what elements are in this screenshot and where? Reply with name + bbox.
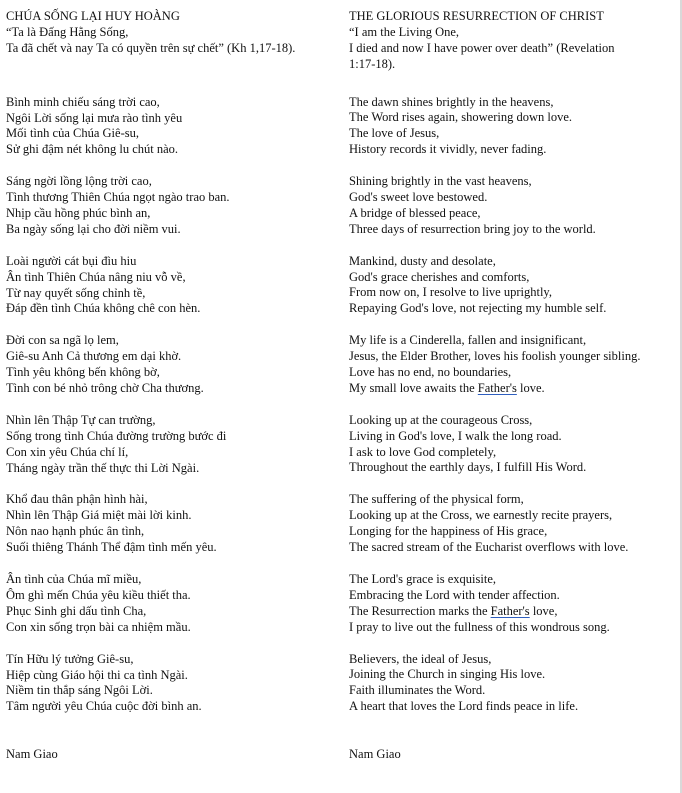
underlined-word: Father's (477, 380, 517, 395)
english-stanza (349, 174, 675, 238)
english-stanza (349, 492, 675, 556)
english-stanza-line: History records it vividly, never fading. (349, 142, 547, 157)
vietnamese-epigraph-line: “Ta là Đấng Hằng Sống, (6, 24, 129, 39)
vietnamese-stanzas (6, 95, 336, 716)
vietnamese-stanza-line: Nhìn lên Thập Tự can trường, (6, 412, 156, 427)
vietnamese-stanza (6, 95, 336, 159)
vietnamese-stanza (6, 413, 336, 477)
vietnamese-stanza-line: Giê-su Anh Cả thương em dại khờ. (6, 349, 182, 364)
vietnamese-stanza-line: Ân tình Thiên Chúa nâng niu vỗ về, (6, 269, 186, 284)
english-stanza-line: The Lord's grace is exquisite, (349, 571, 496, 586)
vietnamese-stanza-line: Sử ghi đậm nét không lu chút nào. (6, 142, 179, 157)
vietnamese-author: Nam Giao (6, 747, 58, 762)
vietnamese-stanza (6, 254, 336, 318)
english-stanza-line: Embracing the Lord with tender affection. (349, 587, 560, 602)
vietnamese-stanza-line: Nhịp cầu hồng phúc bình an, (6, 206, 151, 221)
english-stanza-line: A bridge of blessed peace, (349, 205, 481, 220)
english-author: Nam Giao (349, 747, 401, 762)
english-stanza-line: Looking up at the Cross, we earnestly recite prayers, (349, 508, 613, 523)
vietnamese-stanza (6, 333, 336, 397)
english-stanza-line: I pray to live out the fullness of this wondrous song. (349, 619, 610, 634)
english-epigraph-line: I died and now I have power over death” (Revelation (349, 40, 615, 55)
english-title: THE GLORIOUS RESURRECTION OF CHRIST (349, 9, 604, 23)
english-stanza-line: From now on, I resolve to live uprightly, (349, 285, 552, 300)
vietnamese-stanza-line: Tình con bé nhỏ trông chờ Cha thương. (6, 381, 204, 396)
vietnamese-stanza-line: Tình yêu không bến không bờ, (6, 365, 160, 380)
english-epigraph-line: “I am the Living One, (349, 24, 460, 39)
vietnamese-stanza-line: Ân tình của Chúa mĩ miều, (6, 572, 142, 587)
english-stanza-line: The love of Jesus, (349, 126, 440, 141)
vietnamese-stanza-line: Phục Sinh ghi dấu tình Cha, (6, 603, 147, 618)
english-stanza (349, 254, 675, 318)
english-stanza-line: The Resurrection marks the Father's love, (349, 603, 558, 618)
vietnamese-stanza-line: Đáp đền tình Chúa không chê con hèn. (6, 301, 201, 316)
english-stanza (349, 572, 675, 636)
english-stanza-line: Shining brightly in the vast heavens, (349, 174, 532, 189)
english-stanza-line: Throughout the earthly days, I fulfill His Word. (349, 460, 587, 475)
vietnamese-stanza-line: Từ nay quyết sống chỉnh tề, (6, 285, 146, 300)
english-stanza-line: Looking up at the courageous Cross, (349, 412, 533, 427)
english-stanza-line: The dawn shines brightly in the heavens, (349, 94, 554, 109)
english-stanza-line: Love has no end, no boundaries, (349, 365, 512, 380)
english-stanza-line: A heart that loves the Lord finds peace in life. (349, 699, 579, 714)
english-stanza-line: Living in God's love, I walk the long road. (349, 428, 562, 443)
vietnamese-poem-column (6, 9, 336, 763)
english-stanza (349, 413, 675, 477)
vietnamese-stanza-line: Tín Hữu lý tưởng Giê-su, (6, 651, 134, 666)
underlined-word: Father's (490, 603, 530, 618)
vietnamese-stanza-line: Con xin yêu Chúa chí lí, (6, 444, 129, 459)
vietnamese-stanza-line: Tình thương Thiên Chúa ngọt ngào trao ban. (6, 190, 230, 205)
vietnamese-stanza-line: Bình minh chiếu sáng trời cao, (6, 94, 160, 109)
english-stanza-line: God's sweet love bestowed. (349, 190, 488, 205)
vietnamese-stanza-line: Ôm ghì mến Chúa yêu kiều thiết tha. (6, 587, 191, 602)
english-stanza-line: Three days of resurrection bring joy to the world. (349, 221, 596, 236)
vietnamese-stanza-line: Khổ đau thân phận hình hài, (6, 492, 148, 507)
english-stanza-line: The suffering of the physical form, (349, 492, 524, 507)
vietnamese-stanza (6, 492, 336, 556)
english-stanza-line: God's grace cherishes and comforts, (349, 269, 530, 284)
english-stanza-line: Faith illuminates the Word. (349, 683, 486, 698)
english-epigraph-line: 1:17-18). (349, 56, 396, 71)
vietnamese-stanza-line: Con xin sống trọn bài ca nhiệm mầu. (6, 619, 191, 634)
vietnamese-stanza-line: Sống trong tình Chúa đường trường bước đi (6, 428, 227, 443)
english-stanzas (349, 95, 675, 716)
vietnamese-epigraph-line: Ta đã chết và nay Ta có quyền trên sự chết” (Kh 1,17-18). (6, 40, 296, 55)
english-stanza-line: Longing for the happiness of His grace, (349, 524, 548, 539)
vietnamese-stanza-line: Mối tình của Chúa Giê-su, (6, 126, 139, 141)
vietnamese-stanza-line: Suối thiêng Thánh Thể đậm tình mến yêu. (6, 540, 217, 555)
english-stanza (349, 333, 675, 397)
vietnamese-stanza-line: Sáng ngời lồng lộng trời cao, (6, 174, 152, 189)
vietnamese-stanza-line: Ba ngày sống lại cho đời niềm vui. (6, 221, 181, 236)
vietnamese-stanza (6, 174, 336, 238)
vietnamese-stanza-line: Nôn nao hạnh phúc ân tình, (6, 524, 145, 539)
vietnamese-stanza-line: Đời con sa ngã lọ lem, (6, 333, 119, 348)
english-stanza-line: Repaying God's love, not rejecting my humble self. (349, 301, 607, 316)
english-poem-column (349, 9, 675, 763)
vietnamese-stanza-line: Tháng ngày trần thế thực thi Lời Ngài. (6, 460, 200, 475)
english-stanza-line: I ask to love God completely, (349, 444, 497, 459)
english-stanza (349, 652, 675, 716)
vietnamese-stanza-line: Tâm người yêu Chúa cuộc đời bình an. (6, 699, 202, 714)
vietnamese-stanza-line: Loài người cát bụi đìu hiu (6, 253, 137, 268)
english-stanza-line: My life is a Cinderella, fallen and insignificant, (349, 333, 587, 348)
english-stanza (349, 95, 675, 159)
english-stanza-line: Believers, the ideal of Jesus, (349, 651, 492, 666)
vietnamese-title: CHÚA SỐNG LẠI HUY HOÀNG (6, 9, 180, 23)
vietnamese-stanza-line: Ngôi Lời sống lại mưa rào tình yêu (6, 110, 183, 125)
vietnamese-stanza (6, 652, 336, 716)
vietnamese-stanza (6, 572, 336, 636)
vietnamese-stanza-line: Niềm tin thắp sáng Ngôi Lời. (6, 683, 153, 698)
vietnamese-stanza-line: Hiệp cùng Giáo hội thi ca tình Ngài. (6, 667, 188, 682)
english-stanza-line: The Word rises again, showering down love. (349, 110, 573, 125)
english-stanza-line: Joining the Church in singing His love. (349, 667, 546, 682)
english-stanza-line: The sacred stream of the Eucharist overflows with love. (349, 540, 629, 555)
english-stanza-line: Mankind, dusty and desolate, (349, 253, 496, 268)
vietnamese-stanza-line: Nhìn lên Thập Giá miệt mài lời kinh. (6, 508, 192, 523)
english-stanza-line: Jesus, the Elder Brother, loves his foolish younger sibling. (349, 349, 641, 364)
english-stanza-line: My small love awaits the Father's love. (349, 380, 545, 395)
